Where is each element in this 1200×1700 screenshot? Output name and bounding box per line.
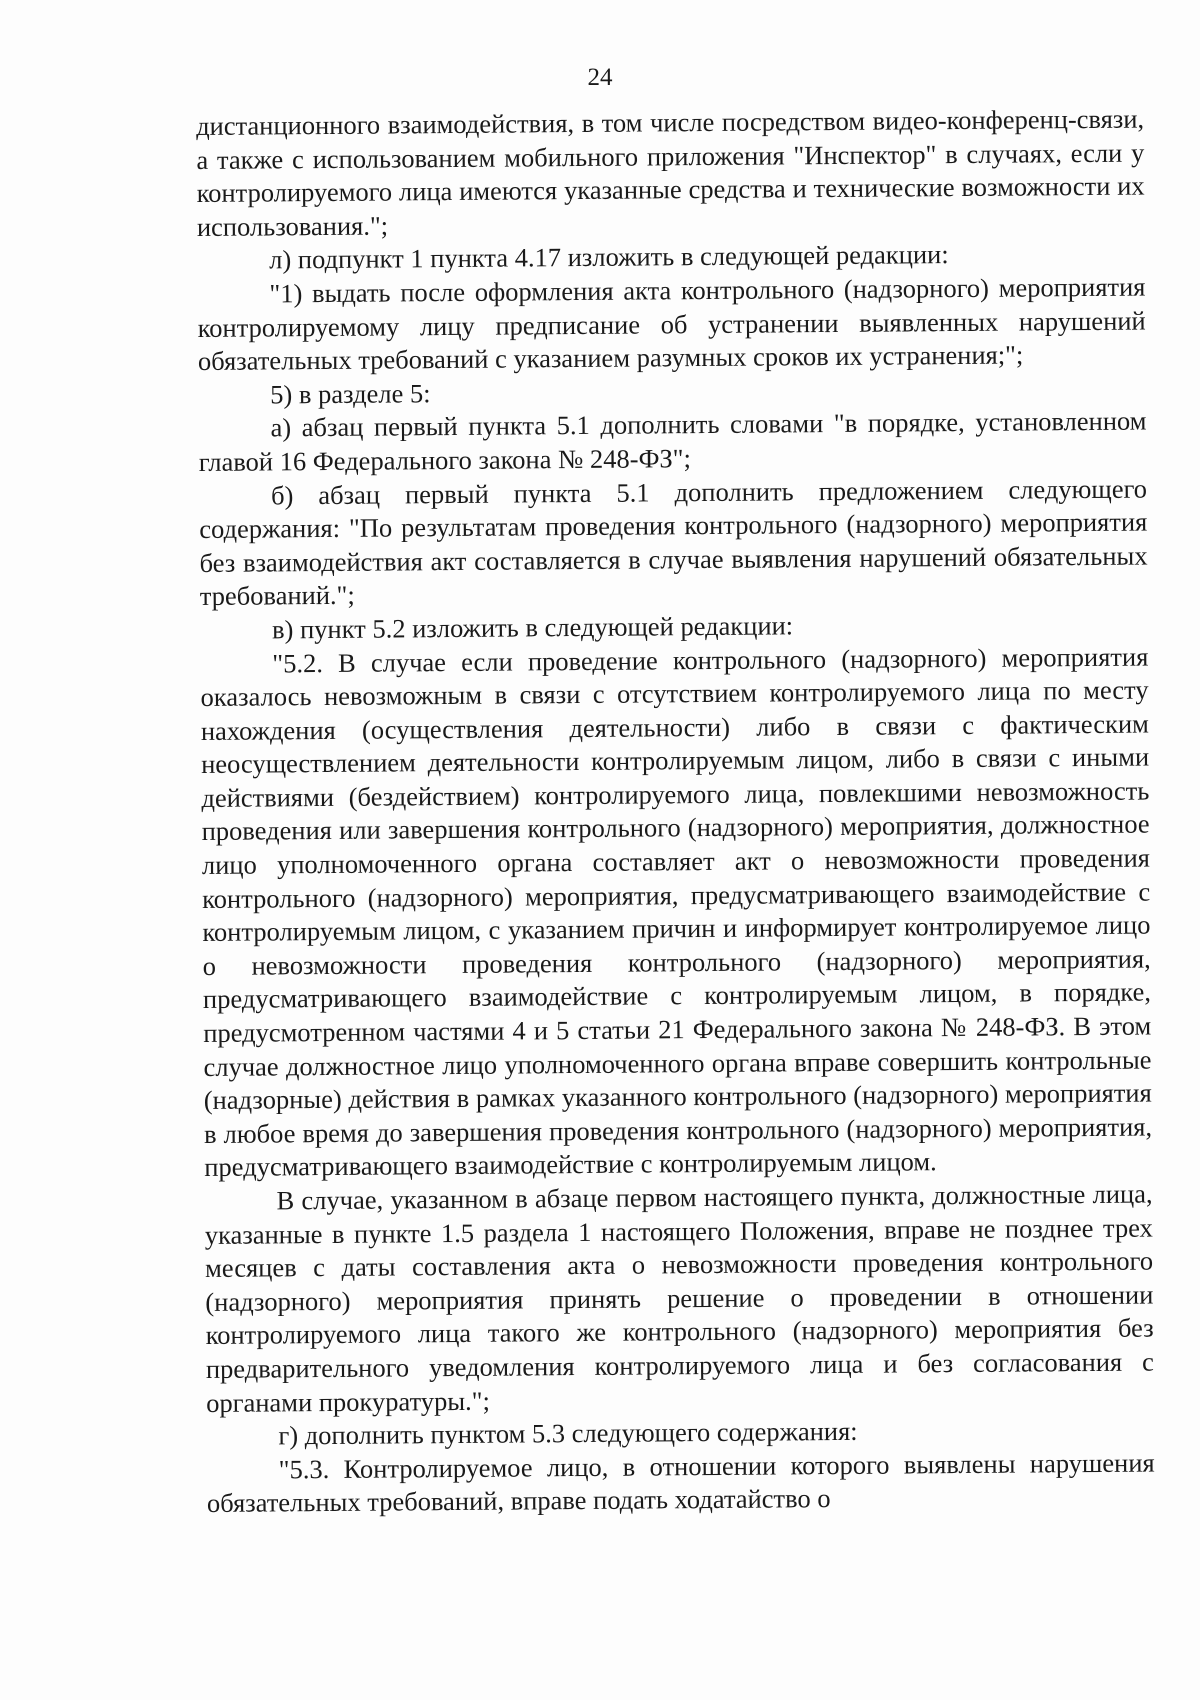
paragraph-item-g: г) дополнить пунктом 5.3 следующего содержания: (278, 1416, 858, 1451)
paragraph-clause-5-2-second: В случае, указанном в абзаце первом настоящего пункта, должностные лица, указанные в пункте 1.5 раздела 1 настоящего Положения, вправе не позднее трех месяцев с даты составления акта о невозможности проведения контрольного (надзорного) мероприятия принять решение о проведении в отношении контролируемого лица такого же контрольного (надзорного) мероприятия без предварительного уведомления контролируемого лица и без согласования с органами прокуратуры."; (204, 1178, 1154, 1418)
paragraph-subitem-l: л) подпункт 1 пункта 4.17 изложить в следующей редакции: (269, 239, 949, 275)
paragraph-clause-5-3: "5.3. Контролируемое лицо, в отношении которого выявлены нарушения обязательных требований, вправе подать ходатайство о (206, 1447, 1155, 1519)
paragraph-section-5: 5) в разделе 5: (270, 377, 431, 410)
paragraph-quote-1: "1) выдать после оформления акта контрольного (надзорного) мероприятия контролируемому лицу предписание об устранении выявленных нарушений обязательных требований с указанием разумных сроков их устранения;"; (197, 271, 1146, 377)
paragraph-clause-5-2: "5.2. В случае если проведение контрольного (надзорного) мероприятия оказалось невозможным в связи с отсутствием контролируемого лица по месту нахождения (осуществления деятельности) либо в связи с фактическим неосуществлением деятельности контролируемым лицом, либо в связи с иными действиями (бездействием) контролируемого лица, повлекшими невозможность проведения или завершения контрольного (надзорного) мероприятия, должностное лицо уполномоченного органа составляет акт о невозможности проведения контрольного (надзорного) мероприятия, предусматривающего взаимодействие с контролируемым лицом, с указанием причин и информирует контролируемое лицо о невозможности проведения контрольного (надзорного) мероприятия, предусматривающего взаимодействие с контролируемым лицом, в порядке, предусмотренном частями 4 и 5 статьи 21 Федерального закона № 248-ФЗ. В этом случае должностное лицо уполномоченного органа вправе совершить контрольные (надзорные) действия в рамках указанного контрольного (надзорного) мероприятия в любое время до завершения проведения контрольного (надзорного) мероприятия, предусматривающего взаимодействие с контролируемым лицом. (200, 641, 1153, 1183)
document-body (196, 103, 1155, 1521)
paragraph-item-v: в) пункт 5.2 изложить в следующей редакции: (271, 610, 794, 645)
paragraph-item-a: а) абзац первый пункта 5.1 дополнить словами "в порядке, установленном главой 16 Федерального закона № 248-ФЗ"; (198, 405, 1147, 477)
paragraph-item-b: б) абзац первый пункта 5.1 дополнить предложением следующего содержания: "По результатам проведения контрольного (надзорного) мероприятия без взаимодействия акт составляется в случае выявления нарушений обязательных требований."; (199, 473, 1148, 612)
paragraph-continuation: дистанционного взаимодействия, в том числе посредством видео-конференц-связи, а также с использованием мобильного приложения "Инспектор" в случаях, если у контролируемого лица имеются указанные средства и технические возможности их использования."; (196, 103, 1145, 242)
page-number: 24 (587, 64, 613, 91)
